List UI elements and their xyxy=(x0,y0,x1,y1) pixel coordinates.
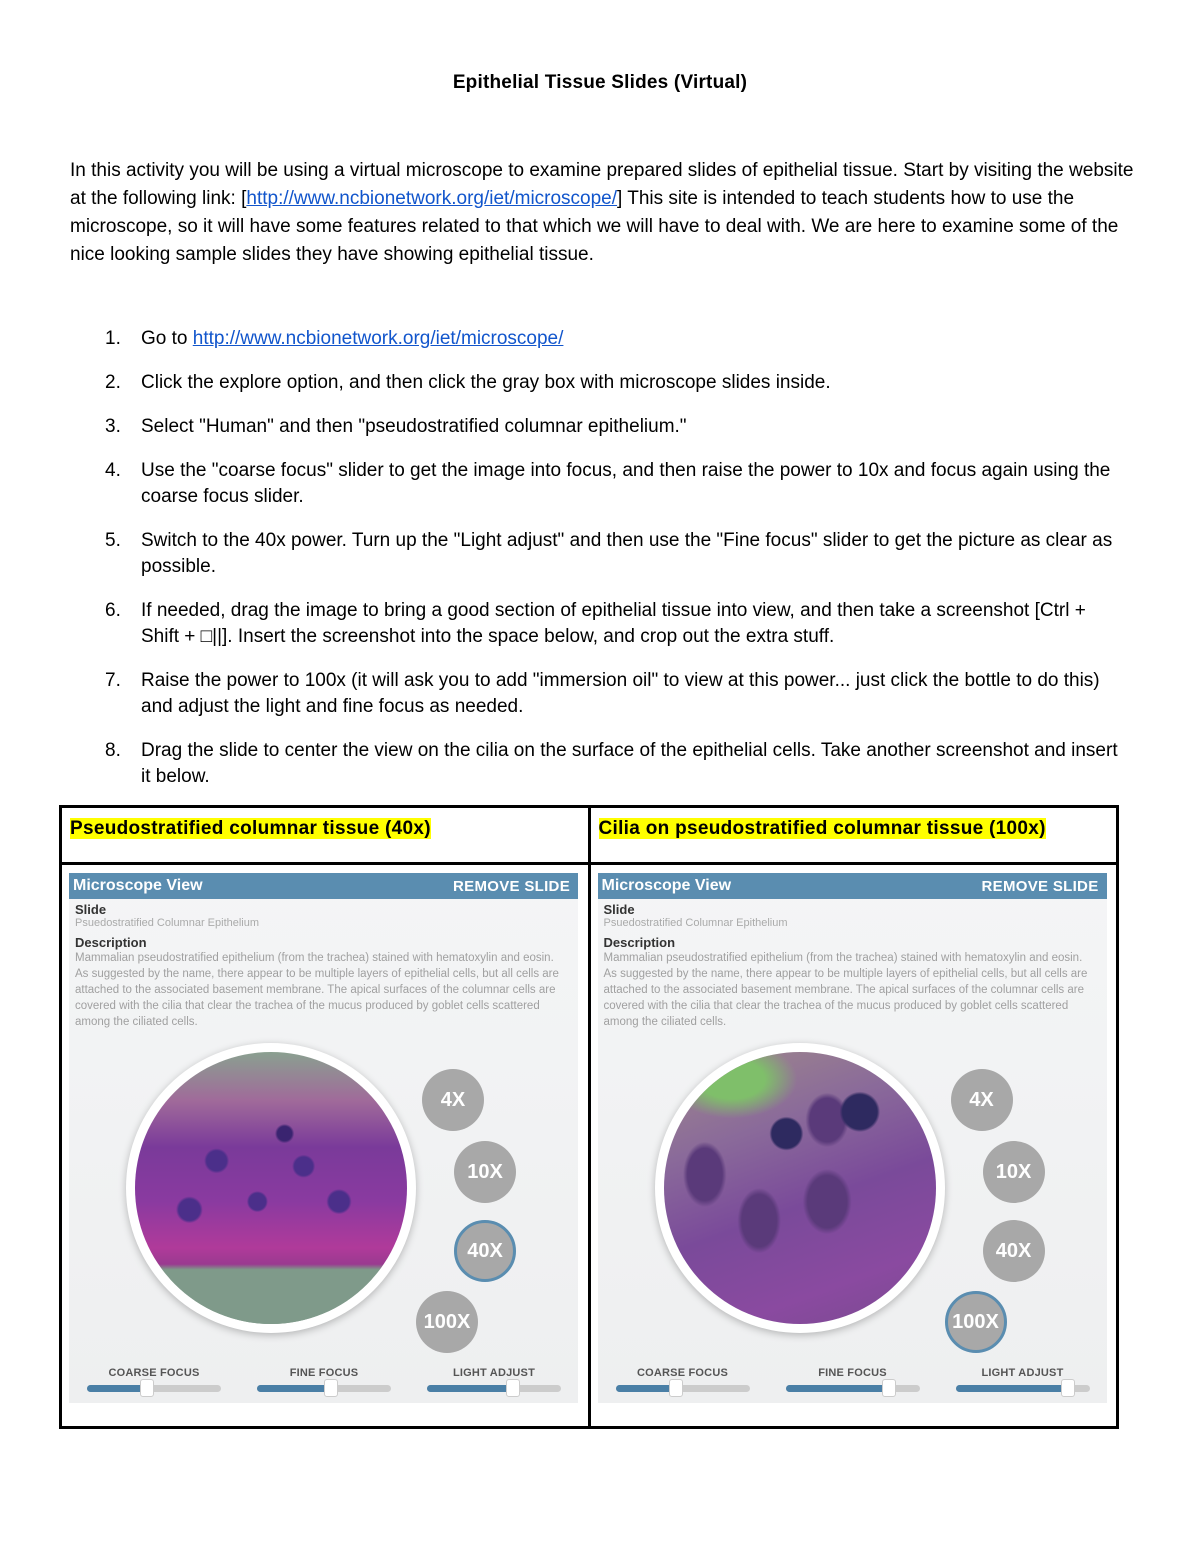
light-adjust-slider[interactable] xyxy=(956,1385,1090,1392)
step-item: 6. If needed, drag the image to bring a good section of epithelial tissue into view, and then take a screenshot [Ctrl + Shift + □||]. Insert the screenshot into the space below, and crop out the extra stuff. xyxy=(105,600,1086,647)
fine-focus-control: FINE FOCUS xyxy=(783,1367,923,1392)
fine-focus-slider[interactable] xyxy=(786,1385,920,1392)
slider-thumb[interactable] xyxy=(324,1379,338,1397)
objective-10x-button[interactable]: 10X xyxy=(454,1141,516,1203)
slider-thumb[interactable] xyxy=(669,1379,683,1397)
slide-name: Psuedostratified Columnar Epithelium xyxy=(75,917,260,929)
intro-paragraph xyxy=(70,157,1135,269)
step-item: 1. Go to http://www.ncbionetwork.org/iet/microscope/ xyxy=(105,328,564,349)
objective-40x-button[interactable]: 40X xyxy=(454,1220,516,1282)
slider-thumb[interactable] xyxy=(140,1379,154,1397)
remove-slide-button[interactable]: REMOVE SLIDE xyxy=(981,877,1099,895)
description-label: Description xyxy=(603,935,676,950)
slide-label: Slide xyxy=(75,902,107,917)
tissue-image-40x[interactable] xyxy=(135,1052,407,1324)
slide-label: Slide xyxy=(603,902,635,917)
header-cell-100x: Cilia on pseudostratified columnar tissue (100x) xyxy=(589,807,1118,864)
microscope-view-bar: Microscope View REMOVE SLIDE xyxy=(69,873,578,899)
description-text: Mammalian pseudostratified epithelium (from the trachea) stained with hematoxylin and eosin. As suggested by the name, there appear to be multiple layers of epithelial cells, but all cells are attached to the associated basement membrane. The apical surfaces of the columnar cells are covered with the cilia that clear the trachea of the mucus produced by goblet cells scattered among the ciliated cells. xyxy=(603,952,1088,1028)
intro-text-after: ] This site is intended to teach students how to use the microscope, so it will have some features related to that which we will have to deal with. We are here to examine some of the nice looking sample slides they have showing epithelial tissue. xyxy=(70,188,1119,265)
screenshot-table xyxy=(59,805,1119,1429)
step-item: 3. Select "Human" and then "pseudostratified columnar epithelium." xyxy=(105,416,687,437)
steps-list xyxy=(70,326,1120,808)
screenshot-cell-100x xyxy=(589,864,1118,1428)
fine-focus-slider[interactable] xyxy=(257,1385,391,1392)
screenshot-cell-40x xyxy=(61,864,590,1428)
step-link[interactable]: http://www.ncbionetwork.org/iet/microscope/ xyxy=(192,328,564,349)
tissue-image-100x[interactable] xyxy=(664,1052,936,1324)
light-adjust-slider[interactable] xyxy=(427,1385,561,1392)
objective-100x-button[interactable]: 100X xyxy=(945,1291,1007,1353)
slider-thumb[interactable] xyxy=(882,1379,896,1397)
microscope-lens[interactable] xyxy=(126,1043,416,1333)
coarse-focus-slider[interactable] xyxy=(87,1385,221,1392)
slider-controls xyxy=(598,1367,1107,1403)
objective-10x-button[interactable]: 10X xyxy=(983,1141,1045,1203)
coarse-focus-control: COARSE FOCUS xyxy=(613,1367,753,1392)
light-adjust-control: LIGHT ADJUST xyxy=(953,1367,1093,1392)
step-item: 7. Raise the power to 100x (it will ask you to add "immersion oil" to view at this power... just click the bottle to do this) and adjust the light and fine focus as needed. xyxy=(105,670,1100,717)
page-title: Epithelial Tissue Slides (Virtual) xyxy=(452,72,748,93)
slider-thumb[interactable] xyxy=(506,1379,520,1397)
microscope-view-screenshot xyxy=(69,873,578,1403)
description-text: Mammalian pseudostratified epithelium (from the trachea) stained with hematoxylin and eosin. As suggested by the name, there appear to be multiple layers of epithelial cells, but all cells are attached to the associated basement membrane. The apical surfaces of the columnar cells are covered with the cilia that clear the trachea of the mucus produced by goblet cells scattered among the ciliated cells. xyxy=(75,952,559,1028)
coarse-focus-slider[interactable] xyxy=(616,1385,750,1392)
slide-name: Psuedostratified Columnar Epithelium xyxy=(603,917,788,929)
slider-controls xyxy=(69,1367,578,1403)
fine-focus-control: FINE FOCUS xyxy=(254,1367,394,1392)
intro-text-before: In this activity you will be using a virtual microscope to examine prepared slides of epithelial tissue. Start by visiting the website at the following link: [ xyxy=(70,160,1134,209)
header-cell-40x: Pseudostratified columnar tissue (40x) xyxy=(61,807,590,864)
microscope-view-bar: Microscope View REMOVE SLIDE xyxy=(598,873,1107,899)
objective-4x-button[interactable]: 4X xyxy=(422,1069,484,1131)
step-item: 4. Use the "coarse focus" slider to get the image into focus, and then raise the power to 10x and focus again using the coarse focus slider. xyxy=(105,460,1111,507)
objective-4x-button[interactable]: 4X xyxy=(951,1069,1013,1131)
microscope-view-screenshot xyxy=(598,873,1107,1403)
objective-40x-button[interactable]: 40X xyxy=(983,1220,1045,1282)
intro-link[interactable]: http://www.ncbionetwork.org/iet/microscope/ xyxy=(246,188,618,209)
step-item: 2. Click the explore option, and then click the gray box with microscope slides inside. xyxy=(105,372,831,393)
objective-100x-button[interactable]: 100X xyxy=(416,1291,478,1353)
step-item: 8. Drag the slide to center the view on the cilia on the surface of the epithelial cells. Take another screenshot and insert it below. xyxy=(105,740,1118,787)
description-label: Description xyxy=(75,935,147,950)
slider-thumb[interactable] xyxy=(1061,1379,1075,1397)
coarse-focus-control: COARSE FOCUS xyxy=(84,1367,224,1392)
light-adjust-control: LIGHT ADJUST xyxy=(424,1367,564,1392)
remove-slide-button[interactable]: REMOVE SLIDE xyxy=(453,877,570,895)
microscope-lens[interactable] xyxy=(655,1043,945,1333)
step-item: 5. Switch to the 40x power. Turn up the "Light adjust" and then use the "Fine focus" slider to get the picture as clear as possible. xyxy=(105,530,1113,577)
